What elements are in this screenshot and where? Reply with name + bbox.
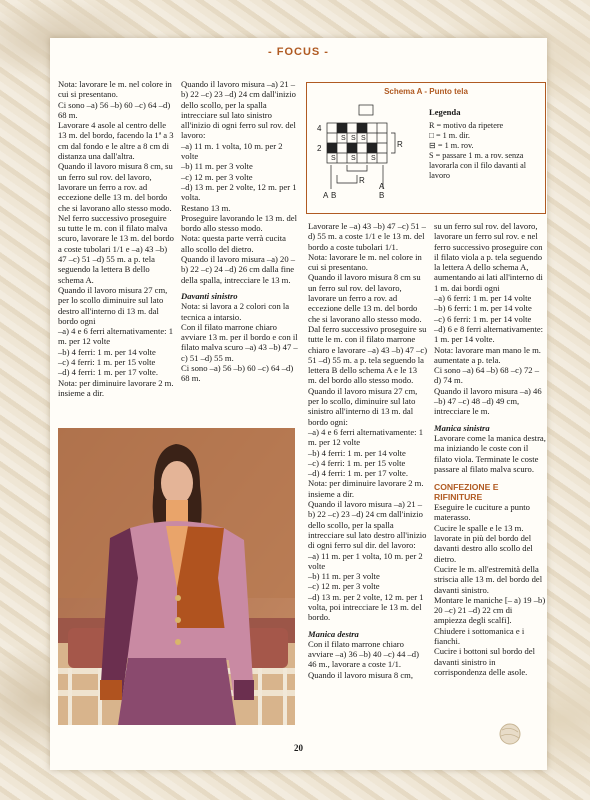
label-b: B	[379, 191, 385, 200]
paragraph: –a) 11 m. per 1 volta, 10 m. per 2 volte	[308, 550, 425, 571]
stitch-chart-diagram	[309, 103, 427, 213]
chart-title: Schema A - Punto tela	[384, 87, 468, 96]
paragraph: –d) 13 m. per 2 volte, 12 m. per 1 volta.	[181, 181, 299, 203]
paragraph: –a) 11 m. 1 volta, 10 m. per 2 volte	[181, 140, 285, 162]
row-number: 4	[317, 124, 322, 133]
paragraph: –b) 11 m. per 3 volte	[308, 571, 380, 582]
paragraph: –c) 4 ferri: 1 m. per 15 volte	[58, 357, 156, 368]
model-illustration	[58, 428, 295, 725]
paragraph: Ci sono –a) 64 –b) 68 –c) 72 –d) 74 m.	[434, 365, 540, 386]
row-number: 2	[317, 144, 322, 153]
legend-item: S = passare 1 m. a rov. senza lavorarla con il filo davanti al lavoro	[429, 151, 527, 180]
paragraph: Quando il lavoro misura –a) 21 –b) 22 –c) 23 –d) 24 cm dall'inizio dello scollo, per la spalla intrecciare sul lato destro all'inizio di ogni ferro sul dir. del lavoro:	[308, 499, 429, 551]
text-column-4	[434, 221, 549, 677]
paragraph: –b) 11 m. per 3 volte	[181, 161, 253, 172]
label-b: B	[331, 191, 337, 200]
svg-text:S: S	[371, 155, 376, 162]
paragraph: Con il filato marrone chiaro avviare 13 m. per il bordo e con il filato malva scuro –a) 43 –b) 47 –c) 51 –d) 55 m.	[181, 321, 300, 363]
paragraph: Quando il lavoro misura 8 cm,	[308, 669, 414, 680]
paragraph: –d) 13 m. per 2 volte, 12 m. per 1 volta, poi intrecciare le 13 m. del bordo.	[308, 591, 426, 623]
label-a: A	[323, 191, 329, 200]
repeat-label: R	[397, 140, 403, 149]
paragraph: su un ferro sul rov. del lavoro, lavorare un ferro sul rov. e nel ferro successivo proseguire con il filato viola a p. tela seguendo la lettera A dello schema A, aumentando ai lati all'interno di 1 m. dai bordi ogni	[434, 221, 546, 293]
paragraph: –d) 4 ferri: 1 m. per 17 volte.	[58, 367, 158, 378]
paragraph: Nota: si lavora a 2 colori con la tecnica a intarsio.	[181, 301, 292, 322]
svg-text:S: S	[341, 135, 346, 142]
paragraph: Nota: questa parte verrà cucita allo scollo del dietro.	[181, 233, 289, 254]
paragraph: Lavorare come la manica destra, ma iniziando le coste con il filato viola. Terminate le coste passare al filato malva scuro.	[434, 432, 549, 474]
paragraph: –d) 4 ferri: 1 m. per 17 volte.	[308, 468, 408, 479]
legend-title: Legenda	[429, 107, 461, 117]
paragraph: Dal ferro successivo proseguire su tutte le m. con il filato marrone chiaro e lavorare –a) 43 –b) 47 –c) 51 –d) 55 m. a p. tela seguendo la lettera B dello schema A e le 13 m. del bordo allo stesso modo.	[308, 323, 430, 386]
legend-item: ⊟ = 1 m. rov.	[429, 141, 474, 150]
paragraph: Quando il lavoro misura 27 cm, per lo scollo, diminuire sul lato sinistro all'interno di 13 m. dal bordo ogni:	[308, 385, 420, 427]
svg-text:S: S	[351, 135, 356, 142]
paragraph: Ci sono –a) 56 –b) 60 –c) 64 –d) 68 m.	[58, 99, 173, 120]
section-heading-davanti-sinistro: Davanti sinistro	[181, 290, 238, 301]
paragraph: Quando il lavoro misura –a) 46 –b) 47 –c) 48 –d) 49 cm, intrecciare le m.	[434, 385, 544, 417]
paragraph: –c) 4 ferri: 1 m. per 15 volte	[308, 457, 406, 468]
paragraph: Quando il lavoro misura –a) 21 –b) 22 –c) 23 –d) 24 cm dall'inizio dello scollo, per la spalla intrecciare sul lato sinistro all'inizio di ogni ferro sul rov. del lavoro:	[181, 79, 299, 141]
paragraph: –a) 6 ferri: 1 m. per 14 volte	[434, 293, 532, 304]
repeat-label: R	[359, 176, 365, 185]
paragraph: –c) 12 m. per 3 volte	[181, 171, 253, 182]
paragraph: Eseguire le cuciture a punto materasso.	[434, 502, 533, 523]
page-header: - FOCUS -	[268, 46, 329, 58]
legend-item: □ = 1 m. dir.	[429, 131, 470, 140]
paragraph: Proseguire lavorando le 13 m. del bordo allo stesso modo.	[181, 212, 300, 234]
paragraph: Cucire i bottoni sul bordo del davanti sinistro in corrispondenza delle asole.	[434, 646, 538, 677]
paragraph: –c) 6 ferri: 1 m. per 14 volte	[434, 313, 532, 324]
svg-text:S: S	[331, 155, 336, 162]
paragraph: Lavorare le –a) 43 –b) 47 –c) 51 –d) 55 m. a coste 1/1 e le 13 m. del bordo a coste tubolari 1/1.	[308, 221, 427, 252]
paragraph: Nota: per diminuire lavorare 2 m. insieme a dir.	[58, 377, 176, 398]
section-heading-manica-destra: Manica destra	[308, 628, 359, 639]
paragraph: Nel ferro successivo proseguire su tutte le m. con il filato malva scuro, lavorare le 13 m. del bordo a coste tubolari 1/1 e –a) 43 –b) 47 –c) 51 –d) 55 m. a p. tela seguendo la lettera B dello schema A.	[58, 212, 177, 285]
paragraph: Con il filato marrone chiaro avviare –a) 36 –b) 40 –c) 44 –d) 46 m., lavorare a coste 1/1.	[308, 638, 422, 670]
svg-text:S: S	[361, 135, 366, 142]
paragraph: Montare le maniche [– a) 19 –b) 20 –c) 21 –d) 22 cm di ampiezza degli scalfi].	[434, 594, 548, 626]
paragraph: –a) 4 e 6 ferri alternativamente: 1 m. per 12 volte	[308, 426, 426, 448]
paragraph: Quando il lavoro misura –a) 20 –b) 22 –c) 24 –d) 26 cm dalla fine della spalla, intrecciare le 13 m.	[181, 254, 297, 285]
paragraph: Nota: lavorare le m. nel colore in cui si presentano.	[58, 79, 174, 100]
model-photo	[58, 428, 295, 725]
paragraph: Nota: lavorare le m. nel colore in cui si presentano.	[308, 251, 424, 273]
paragraph: Nota: per diminuire lavorare 2 m. insieme a dir.	[308, 478, 426, 499]
section-heading-manica-sinistra: Manica sinistra	[434, 422, 490, 433]
paragraph: Nota: lavorare man mano le m. aumentate a p. tela.	[434, 344, 544, 365]
paragraph: Quando il lavoro misura 8 cm, su un ferro sul rov. del lavoro, lavorare un ferro a rov. ad eccezione delle 13 m. del bordo che si lavorano allo stesso modo.	[58, 161, 175, 213]
paragraph: Quando il lavoro misura 8 cm su un ferro sul rov. del lavoro, lavorare un ferro a rov. ad eccezione delle 13 m. del bordo che si lavorano allo stesso modo.	[308, 272, 423, 324]
paragraph: Lavorare 4 asole al centro delle 13 m. del bordo, facendo la 1ª a 3 cm dal fondo e le altre a 8 cm di distanza una dall'altra.	[58, 120, 176, 162]
paragraph: Ci sono –a) 56 –b) 60 –c) 64 –d) 68 m.	[181, 363, 296, 384]
paragraph: –d) 6 e 8 ferri alternativamente: 1 m. per 14 volte.	[434, 323, 546, 345]
text-column-3	[308, 221, 428, 680]
text-column-2	[181, 79, 299, 384]
paragraph: –b) 4 ferri: 1 m. per 14 volte	[58, 346, 156, 357]
page-number: 20	[294, 743, 303, 753]
paragraph: Restano 13 m.	[181, 202, 231, 213]
paragraph: –a) 4 e 6 ferri alternativamente: 1 m. per 12 volte	[58, 326, 176, 347]
magazine-page	[50, 38, 547, 770]
text-column-1	[58, 79, 176, 398]
chart-legend	[429, 107, 544, 181]
paragraph: –b) 6 ferri: 1 m. per 14 volte	[434, 303, 532, 314]
paragraph: –c) 12 m. per 3 volte	[308, 581, 380, 592]
stitch-chart-box	[306, 82, 546, 214]
legend-item: R = motivo da ripetere	[429, 121, 504, 130]
paragraph: –b) 4 ferri: 1 m. per 14 volte	[308, 447, 406, 458]
svg-text:S: S	[351, 155, 356, 162]
paragraph: Quando il lavoro misura 27 cm, per lo scollo diminuire sul lato destro all'interno di 13 m. dal bordo ogni	[58, 284, 170, 326]
section-heading-confezione: CONFEZIONE E RIFINITURE	[434, 482, 501, 503]
label-a: A	[379, 182, 385, 191]
paragraph: Cucire le spalle e le 13 m. lavorate in più del bordo del davanti destro allo scollo del dietro.	[434, 522, 535, 564]
paragraph: Chiudere i sottomanica e i fianchi.	[434, 625, 527, 646]
paragraph: Cucire le m. all'estremità della striscia alle 13 m. del bordo del davanti sinistro.	[434, 563, 545, 595]
